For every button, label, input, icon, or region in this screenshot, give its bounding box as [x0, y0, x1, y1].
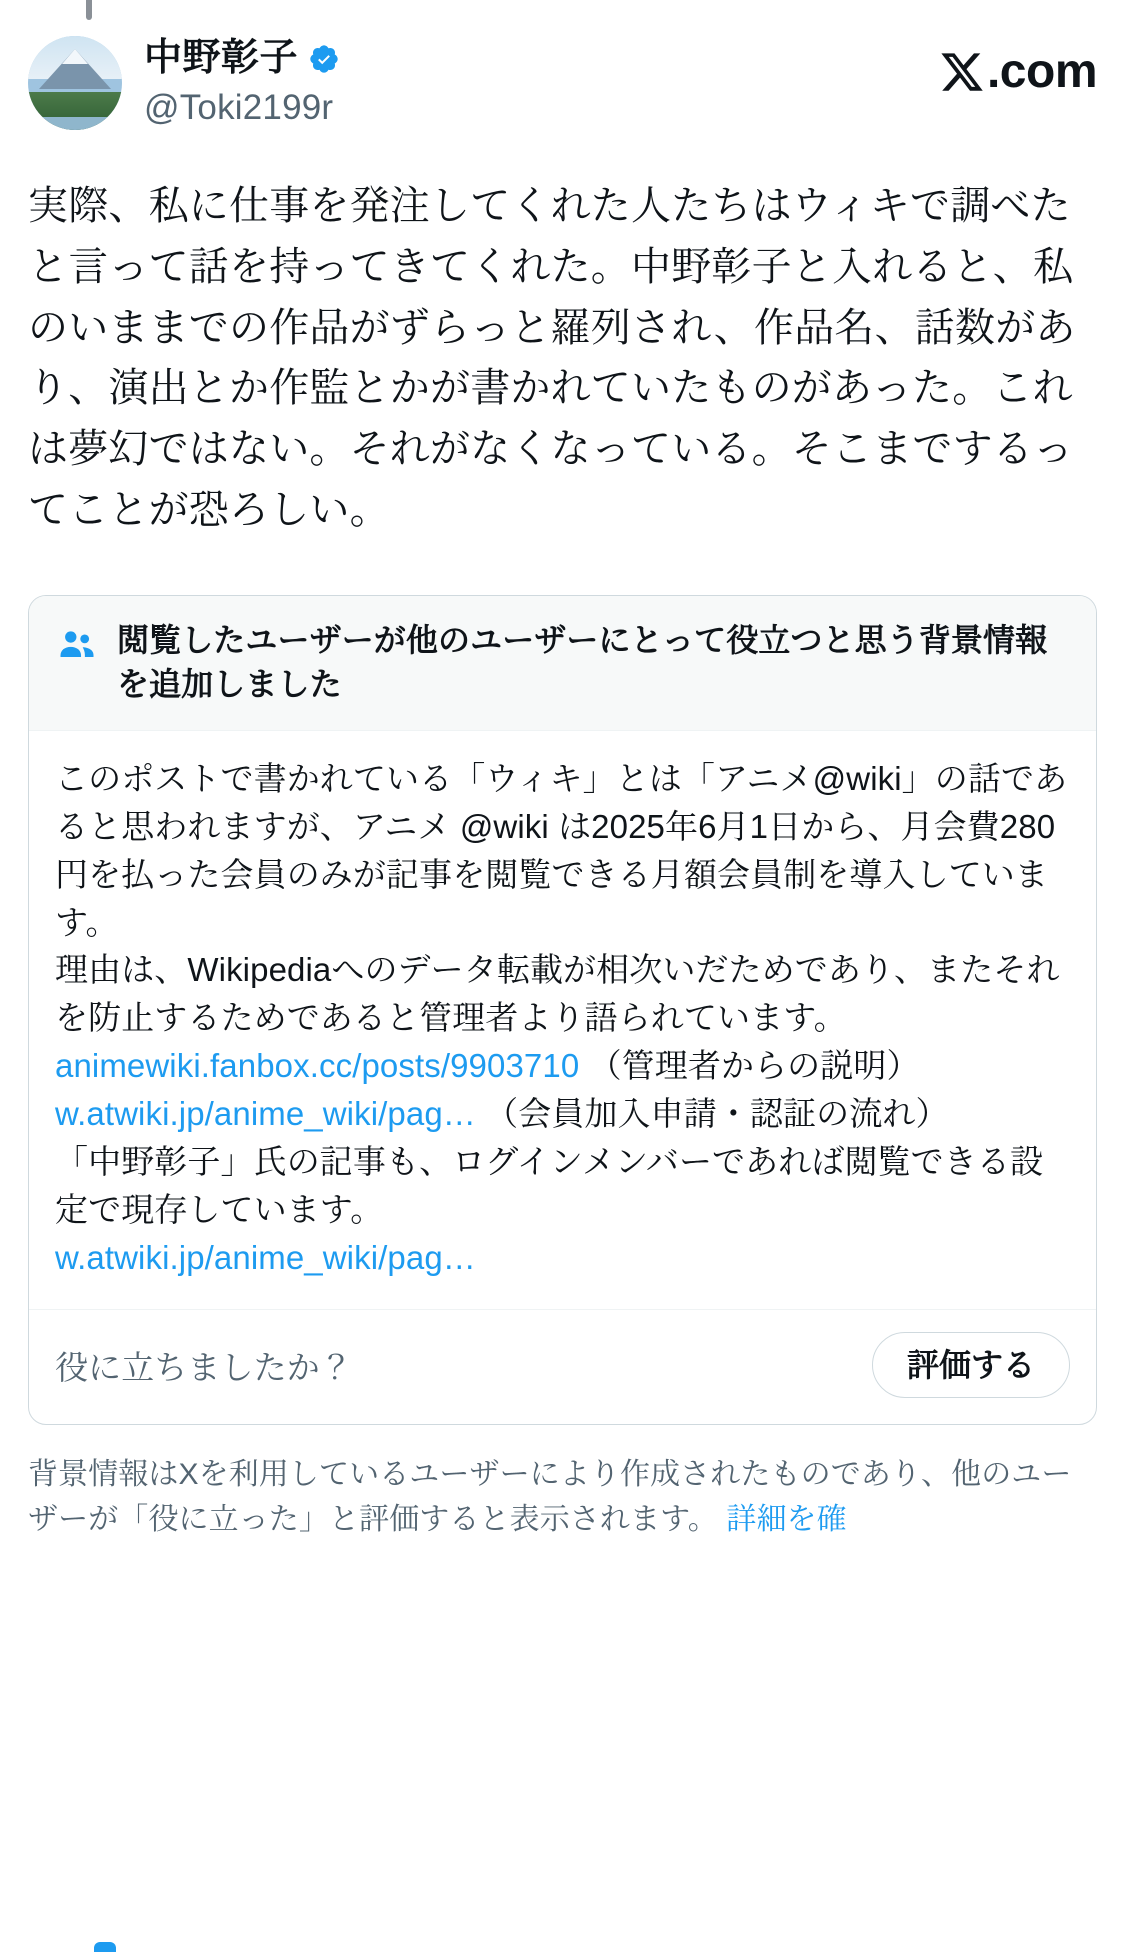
display-name-row [144, 38, 939, 80]
community-note-link-line-1 [55, 1042, 1070, 1090]
bottom-accent-dot [94, 1942, 116, 1952]
x-com-suffix: .com [986, 45, 1097, 98]
community-note-link-3[interactable]: w.atwiki.jp/anime_wiki/pag… [55, 1238, 476, 1276]
community-note-link-1[interactable]: animewiki.fanbox.cc/posts/9903710 [55, 1047, 580, 1085]
helpful-question-label: 役に立ちましたか？ [55, 1348, 353, 1386]
community-note-heading: 閲覧したユーザーが他のユーザーにとって役立つと思う背景情報を追加しました [117, 621, 1048, 702]
avatar-water [28, 117, 122, 130]
community-note-people-icon [55, 622, 99, 666]
community-note-card [28, 595, 1097, 1426]
community-note-link-line-2 [55, 1090, 1070, 1138]
tweet-header [28, 0, 1097, 140]
community-note-footer [29, 1309, 1096, 1424]
x-logo-icon [939, 49, 985, 95]
community-note-paragraph-1: このポストで書かれている「ウィキ」とは「アニメ@wiki」の話であると思われますが、アニメ @wiki は2025年6月1日から、月会費280円を払った会員のみが記事を閲覧できる月額会員制を導入しています。 [55, 760, 1068, 941]
community-note-link-1-suffix: （管理者からの説明） [588, 1047, 920, 1085]
status-bar-notch [86, 0, 92, 20]
avatar-snowcap [62, 49, 88, 64]
bottom-indicator [28, 1942, 148, 1952]
community-note-header [29, 596, 1096, 731]
display-name[interactable]: 中野彰子 [144, 37, 299, 79]
community-note-link-2-suffix: （会員加入申請・認証の流れ） [485, 1095, 949, 1132]
handle[interactable]: @Toki2199r [144, 87, 334, 127]
tweet-body-text: 実際、私に仕事を発注してくれた人たちはウィキで調べたと言って話を持ってきてくれた。中野彰子と入れると、私のいままでの作品がずらっと羅列され、作品名、話数があり、演出とか作監とかが書かれていたものがあった。これは夢幻ではない。それがなくなっている。そこまでするってことが恐ろしい。 [28, 184, 1076, 532]
disclaimer-more-link[interactable]: 詳細を確 [726, 1502, 847, 1536]
community-note-link-line-3 [55, 1234, 1070, 1282]
x-com-watermark [939, 28, 1097, 99]
community-note-paragraph-2: 理由は、Wikipediaへのデータ転載が相次いだためであり、またそれを防止するためであると管理者より語られています。 [55, 951, 1060, 1037]
avatar[interactable] [28, 36, 122, 130]
disclaimer-text: 背景情報はXを利用しているユーザーにより作成されたものであり、他のユーザーが「役に立った」と評価すると表示されます。 [28, 1458, 1072, 1536]
community-note-link-2[interactable]: w.atwiki.jp/anime_wiki/pag… [55, 1095, 476, 1132]
rate-button[interactable]: 評価する [872, 1332, 1070, 1398]
verified-badge-icon [308, 43, 340, 75]
community-note-paragraph-3: 「中野彰子」氏の記事も、ログインメンバーであれば閲覧できる設定で現存しています。 [55, 1142, 1044, 1228]
community-note-body [29, 731, 1096, 1291]
community-note-disclaimer [28, 1453, 1097, 1542]
author-names [144, 28, 939, 128]
